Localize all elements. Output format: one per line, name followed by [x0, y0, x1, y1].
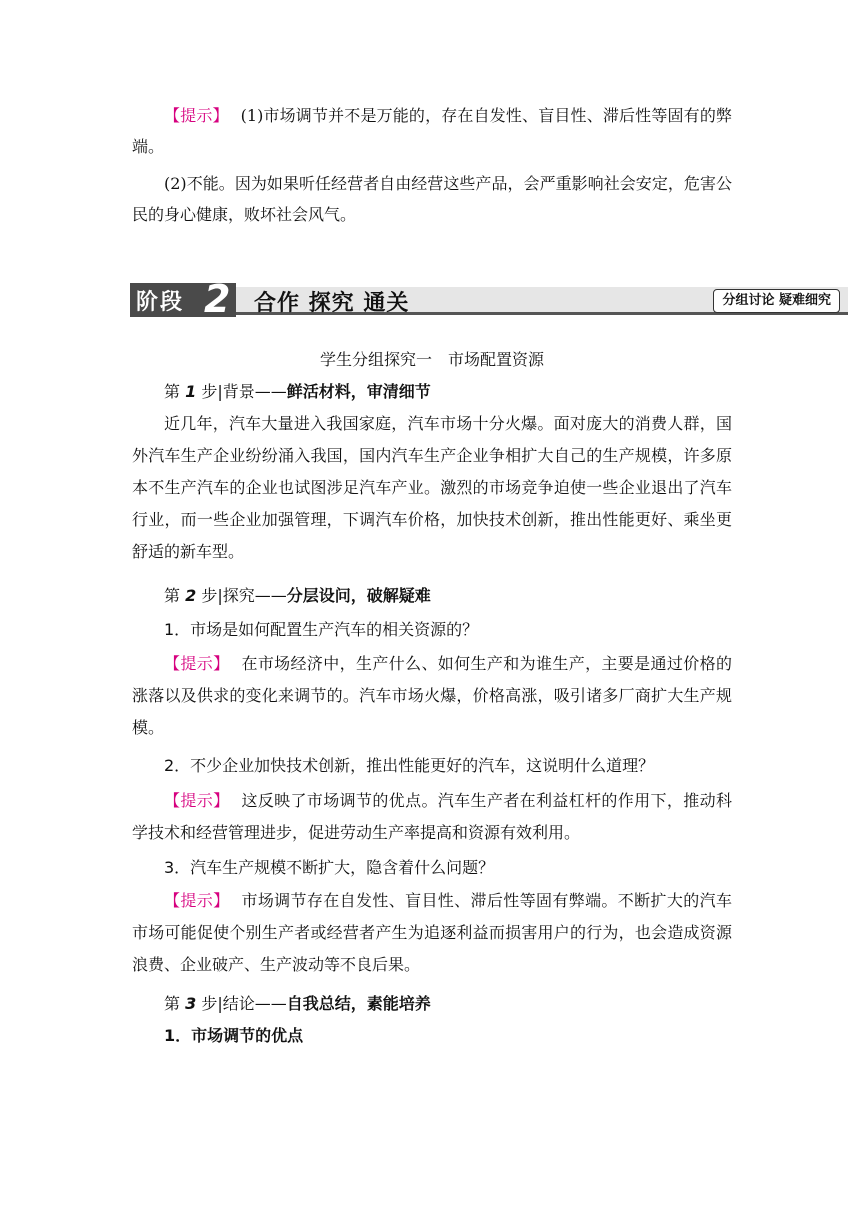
banner-stage-label: 阶段 [136, 290, 185, 315]
background-paragraph: 近几年，汽车大量进入我国家庭，汽车市场十分火爆。面对庞大的消费人群，国外汽车生产企业纷纷涌入我国，国内汽车生产企业争相扩大自己的生产规模，许多原本不生产汽车的企业也试图涉足汽车产业。激烈的市场竞争迫使一些企业退出了汽车行业，而一些企业加强管理，下调汽车价格，加快技术创新，推出性能更好、乘坐更舒适的新车型。 [132, 414, 732, 561]
answer-2: 【提示】 这反映了市场调节的优点。汽车生产者在利益杠杆的作用下，推动科学技术和经营管理进步，促进劳动生产率提高和资源有效利用。 [132, 791, 732, 842]
banner-tag: 分组讨论 疑难细究 [713, 289, 840, 313]
conclusion-1: 1．市场调节的优点 [164, 1026, 304, 1045]
banner-stage-number: 2 [204, 277, 231, 321]
question-1: 1．市场是如何配置生产汽车的相关资源的？ [164, 620, 479, 639]
question-2: 2．不少企业加快技术创新，推出性能更好的汽车，这说明什么道理？ [164, 756, 655, 775]
top-answer-1: 【提示】 (1)市场调节并不是万能的，存在自发性、盲目性、滞后性等固有的弊端。 [132, 106, 732, 156]
answer-3: 【提示】 市场调节存在自发性、盲目性、滞后性等固有弊端。不断扩大的汽车市场可能促使个别生产者或经营者产生为追逐利益而损害用户的行为，也会造成资源浪费、企业破产、生产波动等不良后果。 [132, 891, 732, 974]
banner-stage-block [130, 277, 236, 321]
section-heading: 学生分组探究一 市场配置资源 [319, 350, 544, 369]
hint-label: 【提示】 [164, 106, 229, 125]
step3-heading: 第 3 步|结论——自我总结，素能培养 [164, 994, 431, 1013]
step1-heading: 第 1 步|背景——鲜活材料，审清细节 [164, 382, 431, 401]
top-answer-2: (2)不能。因为如果听任经营者自由经营这些产品，会严重影响社会安定，危害公民的身心健康，败坏社会风气。 [132, 174, 732, 224]
answer-1: 【提示】 在市场经济中，生产什么、如何生产和为谁生产，主要是通过价格的涨落以及供求的变化来调节的。汽车市场火爆，价格高涨，吸引诸多厂商扩大生产规模。 [132, 654, 732, 737]
stage-banner [130, 277, 848, 321]
step2-heading: 第 2 步|探究——分层设问，破解疑难 [164, 586, 431, 605]
banner-title: 合作 探究 通关 [254, 291, 410, 316]
question-3: 3．汽车生产规模不断扩大，隐含着什么问题？ [164, 858, 495, 877]
